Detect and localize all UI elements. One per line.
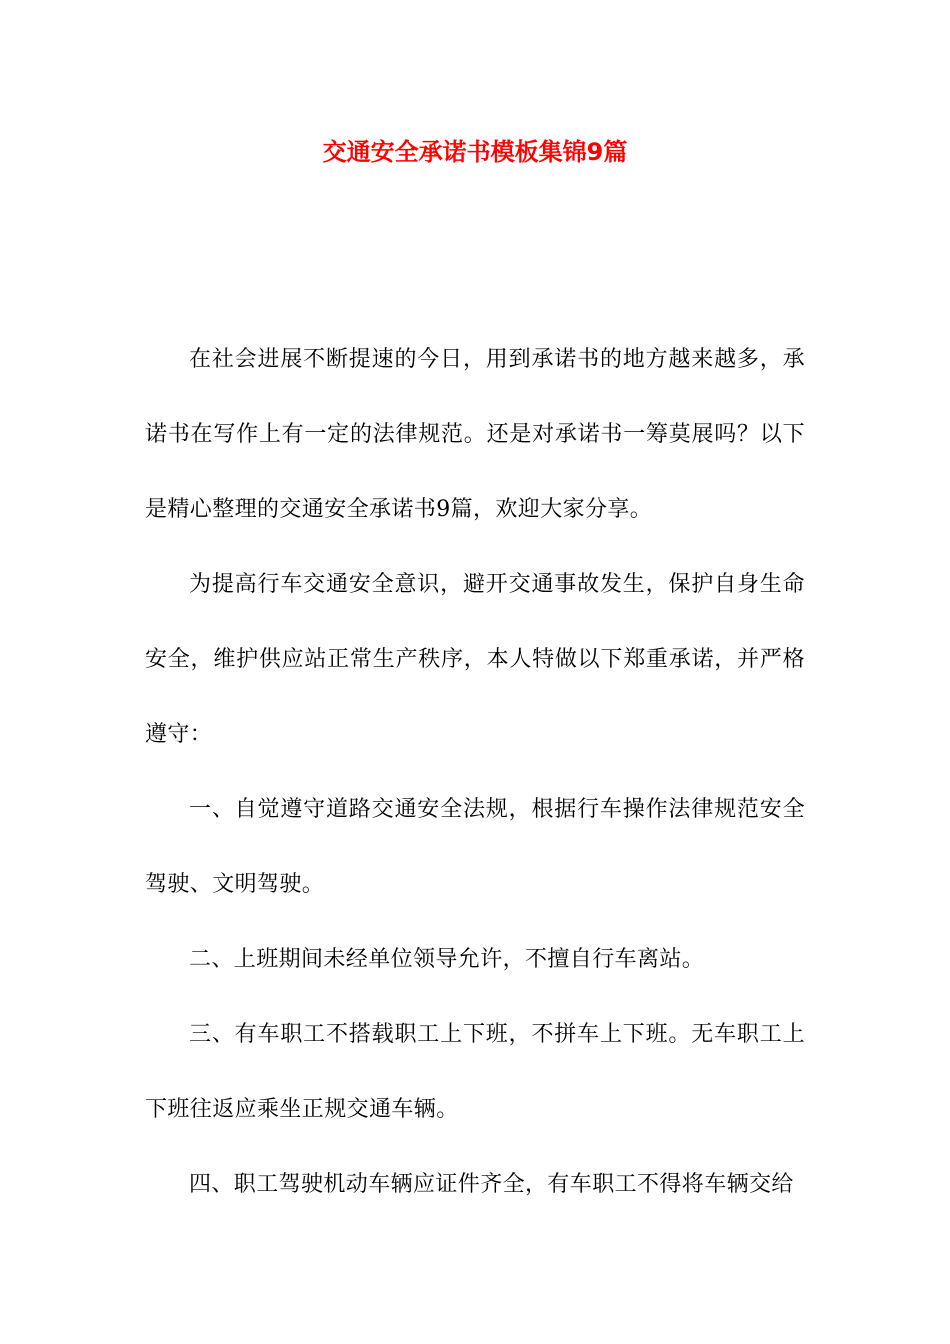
paragraph-item-1: 一、自觉遵守道路交通安全法规，根据行车操作法律规范安全驾驶、文明驾驶。 — [145, 797, 805, 897]
document-body — [145, 322, 805, 1222]
document-title: 交通安全承诺书模板集锦9篇 — [322, 138, 628, 166]
paragraph-preamble: 为提高行车交通安全意识，避开交通事故发生，保护自身生命安全，维护供应站正常生产秩序，本人特做以下郑重承诺，并严格遵守： — [145, 572, 805, 747]
paragraph-item-4: 四、职工驾驶机动车辆应证件齐全，有车职工不得将车辆交给 — [189, 1172, 794, 1197]
paragraph-item-3: 三、有车职工不搭载职工上下班，不拼车上下班。无车职工上下班往返应乘坐正规交通车辆。 — [145, 1022, 805, 1122]
paragraph-intro: 在社会进展不断提速的今日，用到承诺书的地方越来越多，承诺书在写作上有一定的法律规范。还是对承诺书一筹莫展吗？以下是精心整理的交通安全承诺书9篇，欢迎大家分享。 — [145, 347, 805, 522]
paragraph-item-2: 二、上班期间未经单位领导允许，不擅自行车离站。 — [189, 947, 705, 972]
